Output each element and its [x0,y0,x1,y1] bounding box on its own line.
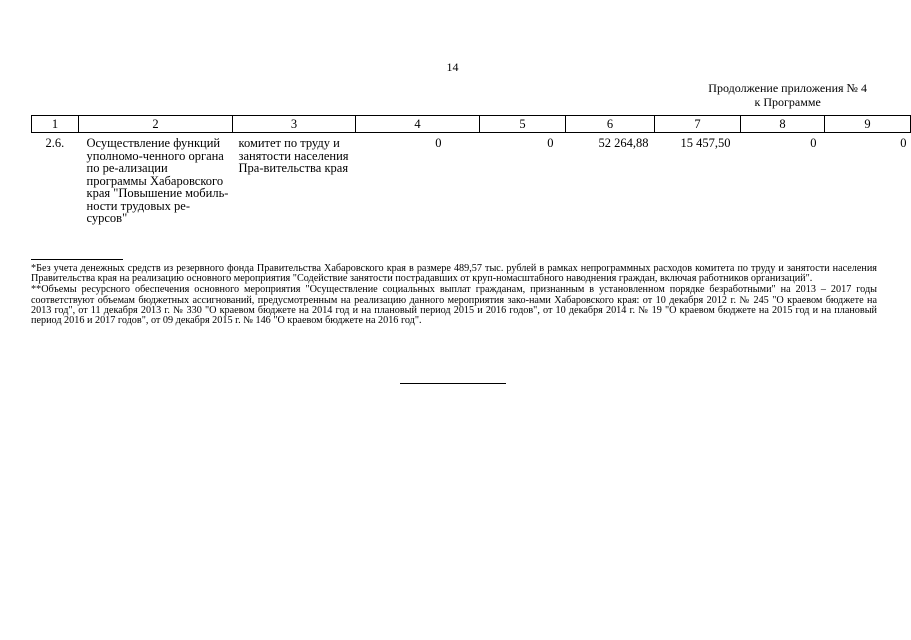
resource-table [31,115,911,225]
row-col-9: 0 [900,136,907,150]
end-separator [400,383,506,384]
footnote-2 [31,285,877,326]
row-col-4: 0 [435,136,442,150]
header-col-1: 1 [32,116,79,133]
row-number: 2.6. [45,136,65,150]
header-col-4: 4 [356,116,480,133]
appendix-continuation-note [708,81,867,109]
header-col-8: 8 [741,116,825,133]
row-col-6: 52 264,88 [598,136,649,150]
header-col-7: 7 [655,116,741,133]
header-row [32,116,911,133]
header-col-5: 5 [480,116,566,133]
continuation-line-2: к Программе [754,95,821,109]
footnotes [31,264,877,327]
footnote-separator [31,259,123,260]
footnote-1-text: Без учета денежных средств из резервного фонда Правительства Хабаровского края в размере 489,57 тыс. рублей в рамках непрограммных расходов комитета по труду и занятости населения Правительства края на реализацию основного мероприятия "Содействие занятости пострадавших от круп-номасштабного наводнения граждан, включая работников организаций". [31,263,877,285]
footnote-1 [31,264,877,284]
header-col-3: 3 [233,116,356,133]
row-executor: комитет по труду и занятости населения Пра-вительства края [238,136,349,175]
footnote-2-mark: ** [31,284,42,296]
row-col-5: 0 [547,136,554,150]
header-col-6: 6 [566,116,655,133]
header-col-9: 9 [825,116,911,133]
page-number: 14 [446,60,459,74]
row-event: Осуществление функций уполномо-ченного органа по ре-ализации программы Хабаровского края "Повышение мобиль-ности трудовых ре-сурсов" [86,136,229,225]
footnote-2-text: Объемы ресурсного обеспечения основного мероприятия "Осуществление социальных выплат гражданам, признанным в установленном порядке безработными" на 2013 – 2017 годы соответствуют объемам бюджетных ассигнований, предусмотренным на реализацию данного мероприятия зако-нами Хабаровского края: от 10 декабря 2012 г. № 245 "О краевом бюджете на 2013 год", от 11 декабря 2013 г. № 330 "О краевом бюджете на 2014 год и на плановый период 2015 и 2016 годов", от 10 декабря 2014 г. № 19 "О краевом бюджете на 2015 год и на плановый период 2016 и 2017 годов", от 09 декабря 2015 г. № 146 "О краевом бюджете на 2016 год". [31,284,877,327]
row-col-8: 0 [810,136,817,150]
row-col-7: 15 457,50 [680,136,731,150]
footnote-1-mark: * [31,263,37,274]
table-row [32,133,911,225]
header-col-2: 2 [79,116,233,133]
continuation-line-1: Продолжение приложения № 4 [708,81,867,95]
